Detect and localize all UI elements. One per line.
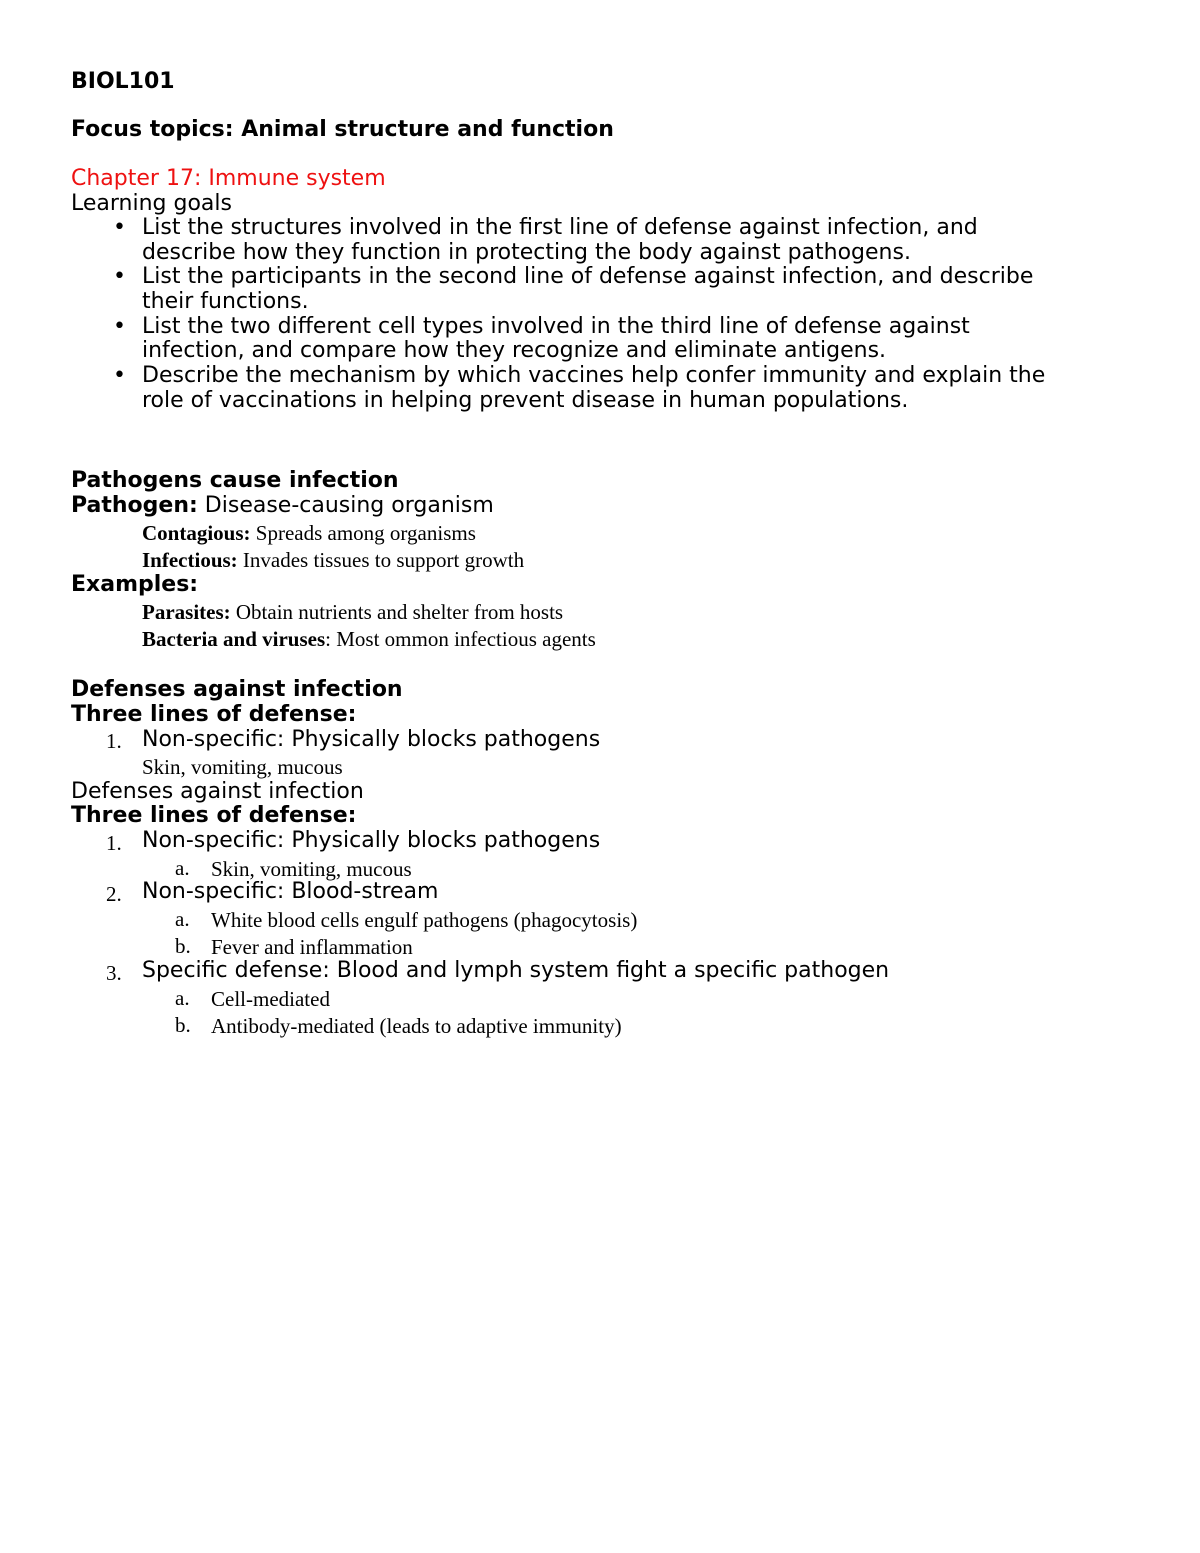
goal-1-line-1: List the structures involved in the first line of defense against infection, and — [142, 215, 978, 240]
goal-2-line-1: List the participants in the second line of defense against infection, and describe — [142, 264, 1034, 289]
sub-marker: b. — [175, 1013, 191, 1037]
list-number: 1. — [106, 831, 122, 855]
bacteria-term: Bacteria and viruses — [142, 627, 326, 651]
infectious-def: Invades tissues to support growth — [237, 548, 525, 572]
contagious-term: Contagious: — [142, 521, 251, 545]
list-number: 3. — [106, 961, 122, 985]
contagious-def: Spreads among organisms — [250, 521, 476, 545]
sub-marker: b. — [175, 934, 191, 958]
bullet-icon: • — [113, 264, 126, 289]
defense2-item-1-sub-a: Skin, vomiting, mucous — [211, 857, 412, 881]
learning-goals-label: Learning goals — [71, 191, 232, 216]
course-code: BIOL101 — [71, 69, 175, 94]
sub-marker: a. — [175, 856, 190, 880]
list-number: 1. — [106, 729, 122, 753]
defense2-item-3: Specific defense: Blood and lymph system fight a specific pathogen — [142, 958, 890, 983]
parasites-term: Parasites: — [142, 600, 231, 624]
bullet-icon: • — [113, 215, 126, 240]
defense2-item-3-sub-b: Antibody-mediated (leads to adaptive immunity) — [211, 1014, 622, 1038]
goal-2-line-2: their functions. — [142, 289, 309, 314]
contagious-line — [142, 520, 476, 547]
defense2-item-1: Non-specific: Physically blocks pathogens — [142, 828, 601, 853]
defense2-item-2-sub-a: White blood cells engulf pathogens (phagocytosis) — [211, 908, 638, 932]
goal-4-line-1: Describe the mechanism by which vaccines help confer immunity and explain the — [142, 363, 1046, 388]
three-lines-label-1: Three lines of defense: — [71, 702, 357, 727]
infectious-line — [142, 547, 524, 574]
defense1-item-1-sub: Skin, vomiting, mucous — [142, 755, 343, 779]
sub-marker: a. — [175, 986, 190, 1010]
goal-3-line-2: infection, and compare how they recognize and eliminate antigens. — [142, 338, 887, 363]
chapter-title: Chapter 17: Immune system — [71, 166, 386, 191]
pathogen-def: Disease-causing organism — [197, 493, 494, 518]
infectious-term: Infectious: — [142, 548, 238, 572]
sub-marker: a. — [175, 907, 190, 931]
pathogen-term: Pathogen: — [71, 493, 198, 518]
goal-3-line-1: List the two different cell types involved in the third line of defense against — [142, 314, 970, 339]
parasites-def: Obtain nutrients and shelter from hosts — [230, 600, 564, 624]
three-lines-label-2: Three lines of defense: — [71, 803, 357, 828]
pathogens-heading: Pathogens cause infection — [71, 468, 399, 493]
defenses-heading-2: Defenses against infection — [71, 779, 364, 804]
defense1-item-1: Non-specific: Physically blocks pathogens — [142, 727, 601, 752]
bacteria-line — [142, 626, 596, 653]
pathogen-definition — [71, 494, 494, 519]
bullet-icon: • — [113, 314, 126, 339]
goal-4-line-2: role of vaccinations in helping prevent disease in human populations. — [142, 388, 909, 413]
goal-1-line-2: describe how they function in protecting the body against pathogens. — [142, 240, 911, 265]
examples-label: Examples: — [71, 572, 199, 597]
list-number: 2. — [106, 882, 122, 906]
defense2-item-2-sub-b: Fever and inflammation — [211, 935, 413, 959]
parasites-line — [142, 599, 563, 626]
focus-topics: Focus topics: Animal structure and function — [71, 117, 614, 142]
bacteria-def: : Most ommon infectious agents — [325, 627, 596, 651]
defense2-item-2: Non-specific: Blood-stream — [142, 879, 439, 904]
bullet-icon: • — [113, 363, 126, 388]
defense2-item-3-sub-a: Cell-mediated — [211, 987, 330, 1011]
defenses-heading-1: Defenses against infection — [71, 677, 403, 702]
